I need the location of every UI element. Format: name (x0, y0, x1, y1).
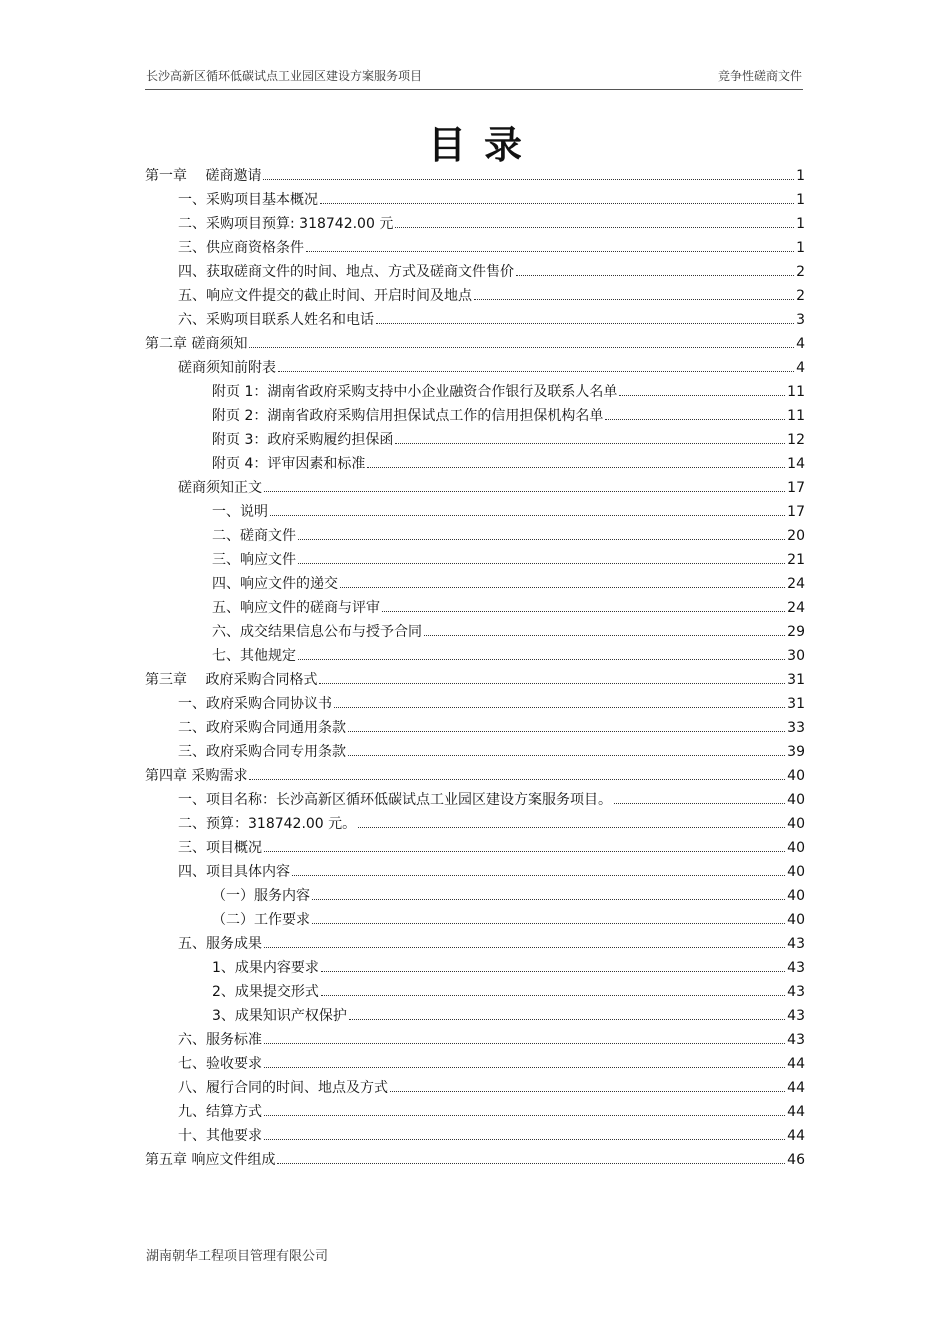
toc-entry[interactable] (145, 453, 805, 477)
toc-leader-dots (619, 395, 785, 396)
toc-entry-page: 43 (787, 936, 805, 952)
toc-entry[interactable] (145, 1149, 805, 1173)
toc-entry-title: 3、成果知识产权保护 (212, 1008, 347, 1024)
toc-entry-page: 46 (787, 1152, 805, 1168)
toc-entry-title: 磋商须知前附表 (178, 360, 276, 376)
toc-entry-page: 31 (787, 696, 805, 712)
toc-entry-page: 40 (787, 888, 805, 904)
toc-entry-page: 12 (787, 432, 805, 448)
toc-entry-page: 44 (787, 1056, 805, 1072)
toc-entry-page: 40 (787, 768, 805, 784)
toc-leader-dots (348, 755, 785, 756)
toc-entry[interactable] (145, 333, 805, 357)
toc-entry-page: 40 (787, 840, 805, 856)
toc-entry[interactable] (145, 909, 805, 933)
toc-entry-title: 2、成果提交形式 (212, 984, 319, 1000)
toc-entry[interactable] (145, 381, 805, 405)
toc-entry[interactable] (145, 429, 805, 453)
toc-entry[interactable] (145, 309, 805, 333)
toc-leader-dots (292, 875, 785, 876)
toc-leader-dots (306, 251, 794, 252)
toc-entry[interactable] (145, 693, 805, 717)
header-divider (145, 89, 803, 90)
toc-entry-page: 40 (787, 816, 805, 832)
toc-entry-title: 四、响应文件的递交 (212, 576, 338, 592)
toc-entry-title: 第二章 磋商须知 (145, 336, 248, 352)
toc-entry[interactable] (145, 477, 805, 501)
header-document-type: 竞争性磋商文件 (717, 69, 802, 83)
toc-entry-page: 14 (787, 456, 805, 472)
toc-leader-dots (395, 227, 794, 228)
toc-leader-dots (349, 1019, 785, 1020)
toc-entry[interactable] (145, 621, 805, 645)
toc-entry-title: 第四章 采购需求 (145, 768, 248, 784)
toc-leader-dots (264, 1139, 785, 1140)
toc-entry-title: 五、服务成果 (178, 936, 262, 952)
toc-entry-title: 五、响应文件的磋商与评审 (212, 600, 380, 616)
toc-entry-title: 磋商须知正文 (178, 480, 262, 496)
toc-entry[interactable] (145, 165, 805, 189)
toc-entry[interactable] (145, 1053, 805, 1077)
toc-entry-page: 1 (796, 168, 805, 184)
toc-leader-dots (278, 371, 794, 372)
toc-entry-title: 三、项目概况 (178, 840, 262, 856)
toc-entry-title: 一、政府采购合同协议书 (178, 696, 332, 712)
toc-leader-dots (424, 635, 785, 636)
toc-leader-dots (605, 419, 785, 420)
toc-entry[interactable] (145, 669, 805, 693)
toc-leader-dots (270, 515, 785, 516)
toc-entry[interactable] (145, 525, 805, 549)
toc-leader-dots (614, 803, 785, 804)
toc-entry-page: 20 (787, 528, 805, 544)
toc-leader-dots (348, 731, 785, 732)
footer-company-name: 湖南朝华工程项目管理有限公司 (146, 1249, 329, 1264)
toc-entry-page: 31 (787, 672, 805, 688)
toc-entry[interactable] (145, 861, 805, 885)
toc-entry-page: 17 (787, 504, 805, 520)
toc-leader-dots (395, 443, 785, 444)
toc-leader-dots (516, 275, 794, 276)
toc-entry-page: 44 (787, 1080, 805, 1096)
toc-entry-title: 八、履行合同的时间、地点及方式 (178, 1080, 388, 1096)
toc-entry-page: 2 (796, 264, 805, 280)
toc-entry-page: 11 (787, 408, 805, 424)
toc-leader-dots (340, 587, 785, 588)
toc-entry-title: 六、成交结果信息公布与授予合同 (212, 624, 422, 640)
toc-leader-dots (264, 851, 785, 852)
toc-leader-dots (264, 947, 785, 948)
toc-entry[interactable] (145, 261, 805, 285)
toc-leader-dots (320, 203, 794, 204)
toc-leader-dots (358, 827, 785, 828)
toc-leader-dots (249, 347, 794, 348)
toc-entry-title: （一）服务内容 (212, 888, 310, 904)
toc-entry-title: 七、其他规定 (212, 648, 296, 664)
toc-entry-page: 44 (787, 1104, 805, 1120)
toc-entry-page: 33 (787, 720, 805, 736)
page-title: 目录 (427, 122, 540, 167)
toc-entry-page: 39 (787, 744, 805, 760)
toc-leader-dots (376, 323, 794, 324)
toc-entry[interactable] (145, 717, 805, 741)
toc-entry-page: 30 (787, 648, 805, 664)
toc-entry-page: 1 (796, 240, 805, 256)
toc-entry-title: 六、采购项目联系人姓名和电话 (178, 312, 374, 328)
table-of-contents (145, 165, 805, 1173)
toc-leader-dots (264, 1043, 785, 1044)
toc-leader-dots (249, 779, 785, 780)
toc-entry-page: 1 (796, 216, 805, 232)
toc-leader-dots (298, 659, 785, 660)
toc-entry-title: 附页 2：湖南省政府采购信用担保试点工作的信用担保机构名单 (212, 408, 604, 424)
toc-entry[interactable] (145, 741, 805, 765)
toc-leader-dots (298, 539, 785, 540)
toc-leader-dots (264, 491, 785, 492)
toc-entry-page: 43 (787, 984, 805, 1000)
toc-entry[interactable] (145, 213, 805, 237)
toc-leader-dots (312, 899, 785, 900)
toc-entry[interactable] (145, 237, 805, 261)
toc-entry-page: 24 (787, 600, 805, 616)
toc-entry-page: 29 (787, 624, 805, 640)
toc-entry[interactable] (145, 1125, 805, 1149)
toc-leader-dots (298, 563, 785, 564)
toc-entry[interactable] (145, 765, 805, 789)
toc-leader-dots (321, 971, 785, 972)
toc-entry[interactable] (145, 933, 805, 957)
toc-entry-title: 六、服务标准 (178, 1032, 262, 1048)
toc-entry-title: 附页 4：评审因素和标准 (212, 456, 366, 472)
toc-leader-dots (390, 1091, 785, 1092)
toc-entry[interactable] (145, 549, 805, 573)
toc-entry-title: 二、采购项目预算: 318742.00 元 (178, 216, 394, 232)
toc-entry-page: 40 (787, 792, 805, 808)
toc-entry-page: 4 (796, 360, 805, 376)
toc-entry-page: 40 (787, 912, 805, 928)
toc-entry-title: 附页 3：政府采购履约担保函 (212, 432, 394, 448)
toc-entry-title: 第一章 磋商邀请 (145, 168, 262, 184)
toc-leader-dots (321, 995, 785, 996)
header-project-name: 长沙高新区循环低碳试点工业园区建设方案服务项目 (146, 69, 423, 83)
toc-entry-page: 1 (796, 192, 805, 208)
toc-entry-title: 十、其他要求 (178, 1128, 262, 1144)
toc-entry-title: 一、采购项目基本概况 (178, 192, 318, 208)
toc-entry-title: 四、项目具体内容 (178, 864, 290, 880)
toc-entry[interactable] (145, 813, 805, 837)
toc-entry[interactable] (145, 981, 805, 1005)
toc-entry[interactable] (145, 837, 805, 861)
toc-entry-page: 44 (787, 1128, 805, 1144)
toc-entry-title: 第三章 政府采购合同格式 (145, 672, 318, 688)
toc-entry[interactable] (145, 501, 805, 525)
toc-entry-title: 二、预算：318742.00 元。 (178, 816, 357, 832)
toc-entry-page: 43 (787, 1008, 805, 1024)
toc-entry[interactable] (145, 405, 805, 429)
toc-entry-title: 三、响应文件 (212, 552, 296, 568)
toc-entry[interactable] (145, 357, 805, 381)
toc-entry[interactable] (145, 573, 805, 597)
toc-entry[interactable] (145, 957, 805, 981)
toc-entry[interactable] (145, 1077, 805, 1101)
toc-entry[interactable] (145, 189, 805, 213)
toc-entry[interactable] (145, 1005, 805, 1029)
toc-leader-dots (382, 611, 785, 612)
toc-entry-page: 17 (787, 480, 805, 496)
toc-entry-page: 11 (787, 384, 805, 400)
toc-entry-title: 附页 1：湖南省政府采购支持中小企业融资合作银行及联系人名单 (212, 384, 618, 400)
toc-entry[interactable] (145, 597, 805, 621)
toc-entry-page: 3 (796, 312, 805, 328)
toc-entry-page: 43 (787, 1032, 805, 1048)
toc-entry-title: 七、验收要求 (178, 1056, 262, 1072)
toc-entry-page: 43 (787, 960, 805, 976)
toc-entry-title: 二、政府采购合同通用条款 (178, 720, 346, 736)
toc-entry-title: 1、成果内容要求 (212, 960, 319, 976)
toc-entry-title: 三、政府采购合同专用条款 (178, 744, 346, 760)
toc-entry-title: （二）工作要求 (212, 912, 310, 928)
toc-entry-page: 4 (796, 336, 805, 352)
toc-entry-title: 一、项目名称：长沙高新区循环低碳试点工业园区建设方案服务项目。 (178, 792, 612, 808)
toc-entry-page: 24 (787, 576, 805, 592)
toc-leader-dots (319, 683, 785, 684)
toc-entry[interactable] (145, 1029, 805, 1053)
toc-leader-dots (264, 1115, 785, 1116)
toc-entry[interactable] (145, 645, 805, 669)
toc-leader-dots (264, 1067, 785, 1068)
toc-entry-title: 三、供应商资格条件 (178, 240, 304, 256)
toc-entry[interactable] (145, 789, 805, 813)
toc-entry-title: 九、结算方式 (178, 1104, 262, 1120)
toc-entry-title: 一、说明 (212, 504, 268, 520)
toc-leader-dots (277, 1163, 785, 1164)
toc-entry-title: 四、获取磋商文件的时间、地点、方式及磋商文件售价 (178, 264, 514, 280)
toc-entry[interactable] (145, 885, 805, 909)
toc-entry-title: 二、磋商文件 (212, 528, 296, 544)
toc-leader-dots (312, 923, 785, 924)
toc-entry-page: 21 (787, 552, 805, 568)
toc-entry-page: 40 (787, 864, 805, 880)
toc-entry-page: 2 (796, 288, 805, 304)
toc-entry[interactable] (145, 1101, 805, 1125)
toc-leader-dots (334, 707, 785, 708)
toc-entry-title: 第五章 响应文件组成 (145, 1152, 276, 1168)
toc-entry-title: 五、响应文件提交的截止时间、开启时间及地点 (178, 288, 472, 304)
toc-leader-dots (474, 299, 794, 300)
toc-leader-dots (367, 467, 785, 468)
toc-leader-dots (263, 179, 794, 180)
toc-entry[interactable] (145, 285, 805, 309)
